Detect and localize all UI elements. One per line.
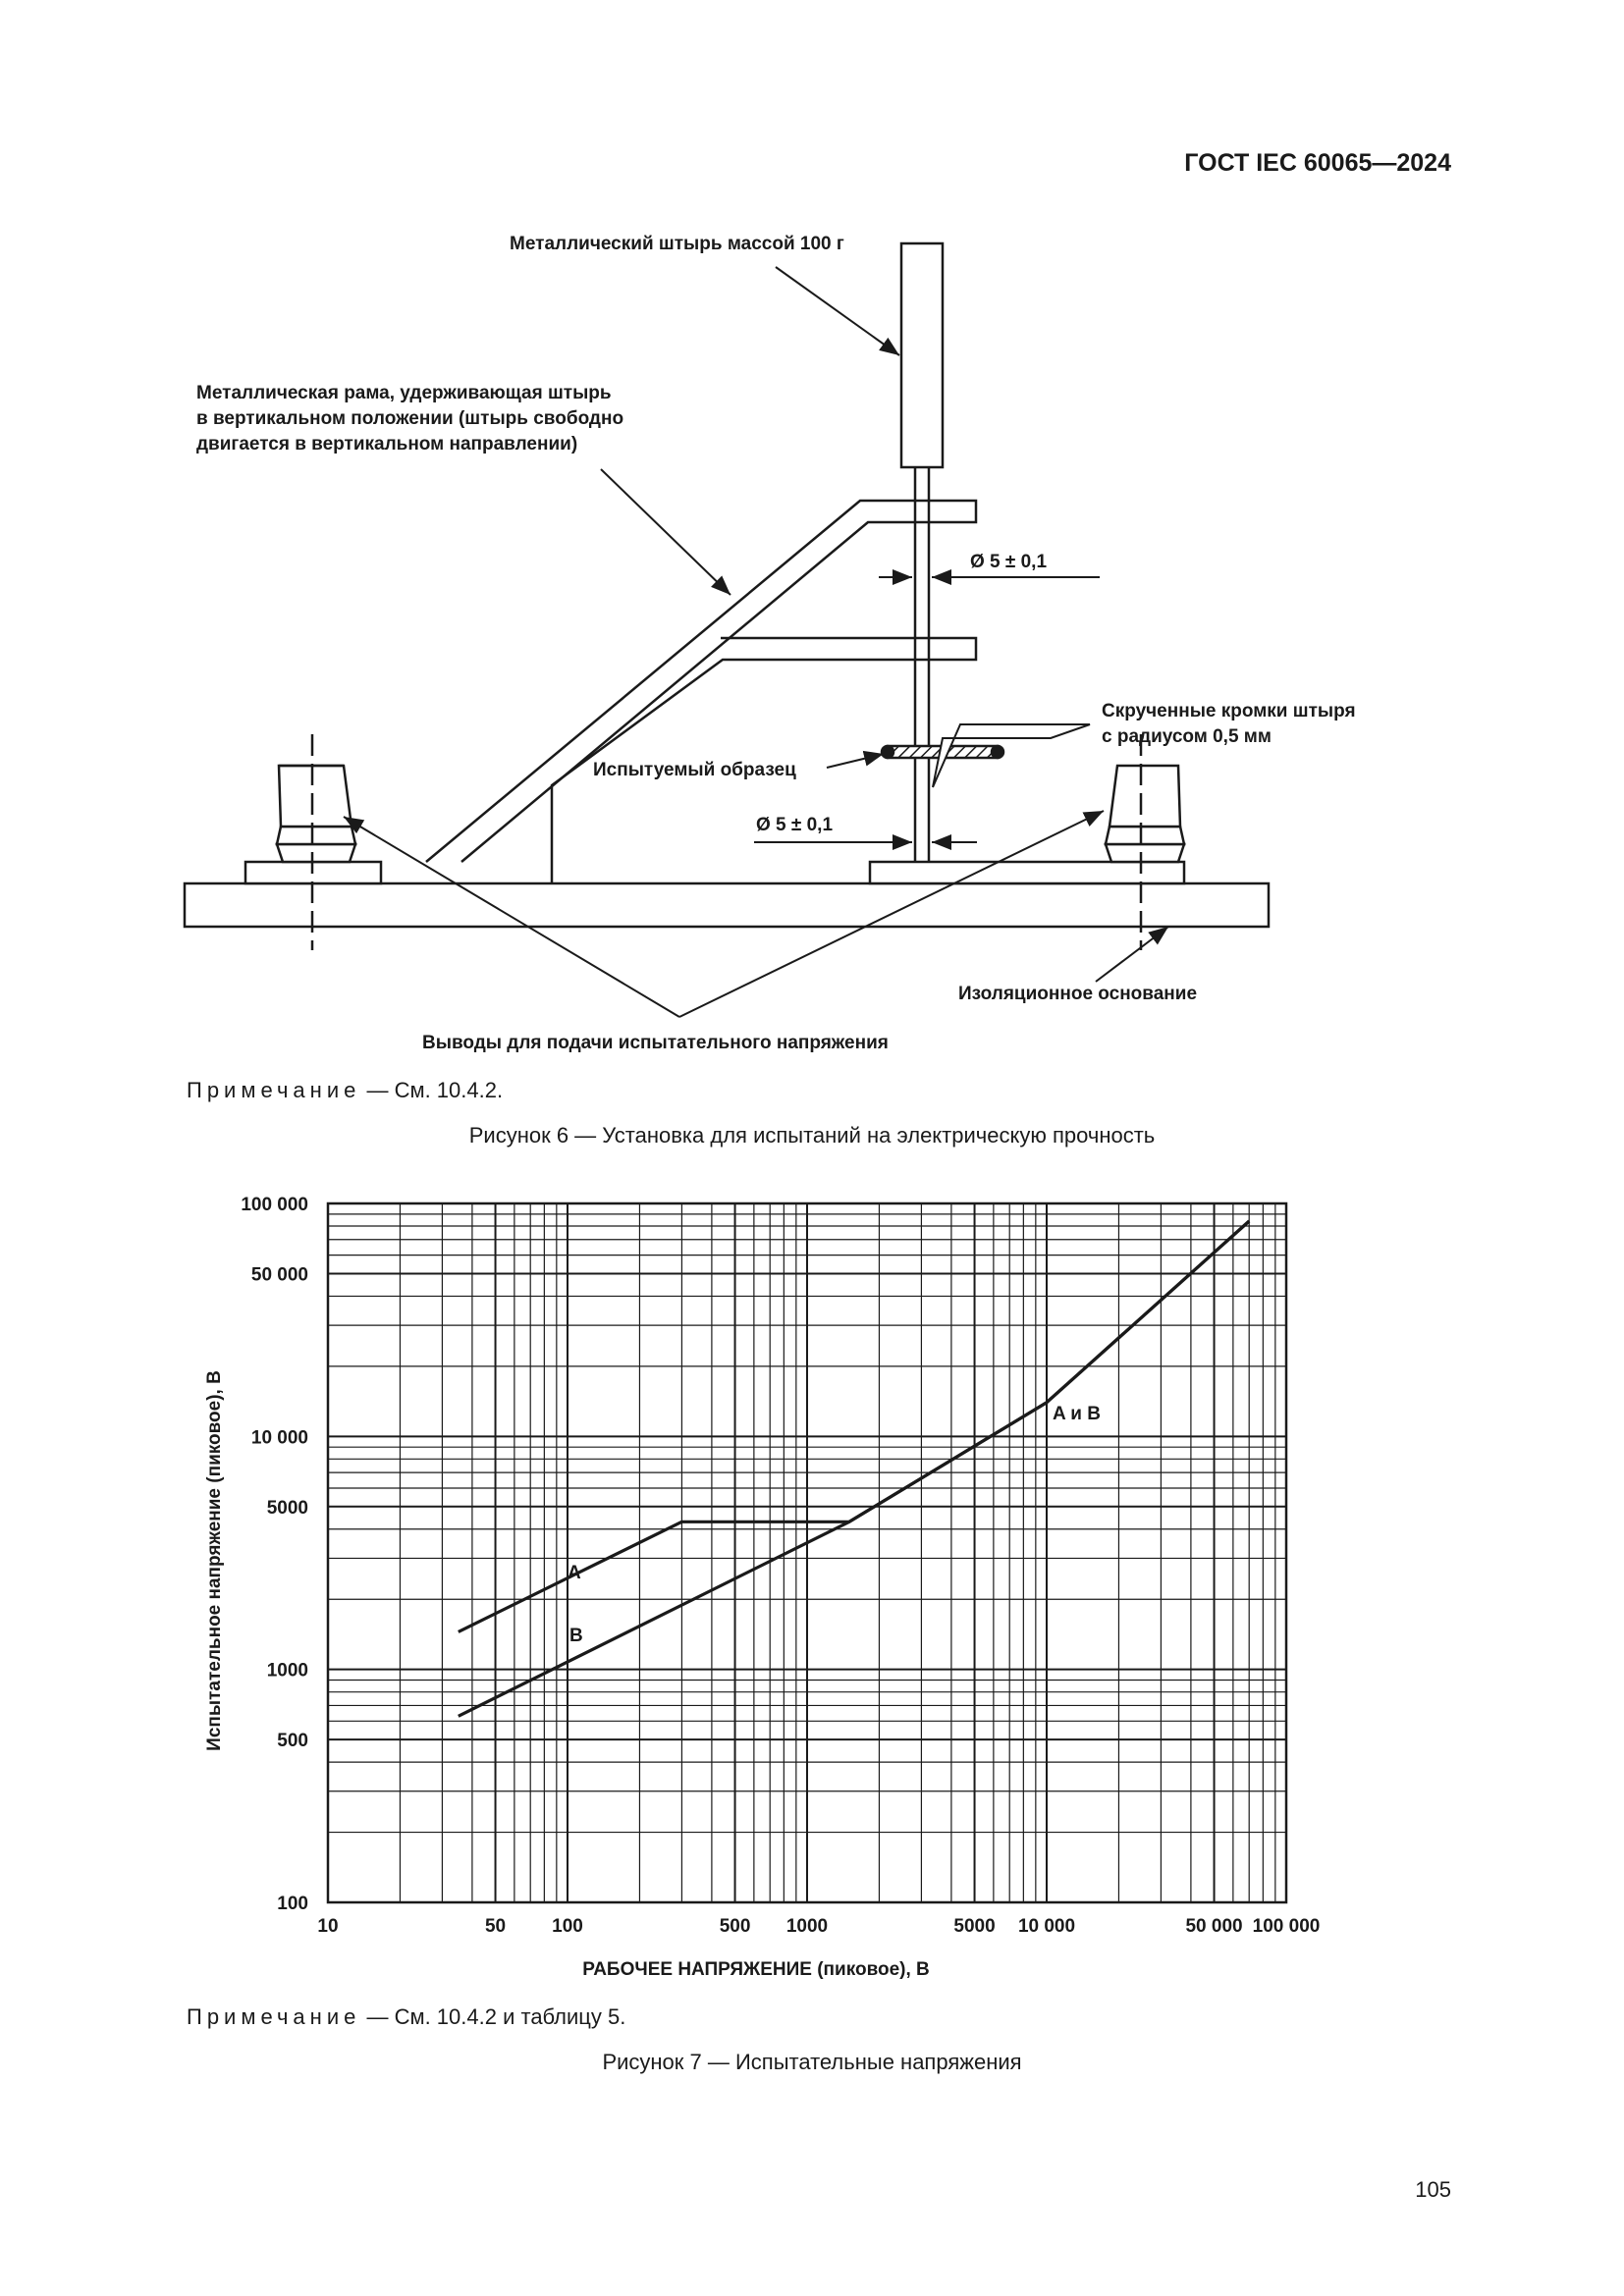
figure-7-chart — [0, 1168, 1624, 1993]
insulating-base — [185, 883, 1269, 927]
x-tick-label: 10 000 — [1017, 1916, 1076, 1937]
metal-pin-weight — [901, 243, 943, 467]
figure-7-caption: Рисунок 7 — Испытательные напряжения — [602, 2050, 1022, 2074]
y-tick-label: 50 000 — [250, 1264, 308, 1286]
x-tick-label: 100 — [552, 1916, 583, 1937]
x-tick-label: 10 — [317, 1916, 339, 1937]
label-frame-line-1: Металлическая рама, удерживающая штырь — [196, 383, 612, 403]
y-tick-label: 100 000 — [241, 1195, 308, 1215]
figure-6-caption: Рисунок 6 — Установка для испытаний на электрическую прочность — [468, 1123, 1156, 1148]
y-axis-label: Испытательное напряжение (пиковое), В — [204, 1370, 225, 1751]
standard-header: ГОСТ IEC 60065—2024 — [1184, 149, 1451, 177]
x-tick-label: 5000 — [953, 1916, 996, 1937]
label-diameter-lower: Ø 5 ± 0,1 — [756, 815, 834, 835]
x-axis-label: РАБОЧЕЕ НАПРЯЖЕНИЕ (пиковое), В — [582, 1959, 930, 1980]
note-text: — См. 10.4.2 и таблицу 5. — [360, 2004, 626, 2029]
label-pin: Металлический штырь массой 100 г — [510, 234, 844, 254]
page-number: 105 — [1415, 2177, 1451, 2202]
note-text: — См. 10.4.2. — [360, 1078, 504, 1102]
x-tick-label: 50 000 — [1185, 1916, 1243, 1937]
x-tick-label: 100 000 — [1252, 1916, 1321, 1937]
label-edges-line-1: Скрученные кромки штыря — [1102, 701, 1356, 721]
label-frame-line-3: двигается в вертикальном направлении) — [196, 434, 578, 454]
figure-6-drawing — [0, 0, 1624, 1070]
label-terminals: Выводы для подачи испытательного напряжения — [422, 1033, 889, 1053]
y-tick-label: 5000 — [266, 1497, 308, 1519]
annotation-a-and-b: A и B — [1053, 1404, 1101, 1424]
label-frame-line-2: в вертикальном положении (штырь свободно — [196, 408, 624, 429]
metal-frame — [426, 501, 976, 862]
label-base: Изоляционное основание — [958, 984, 1198, 1004]
y-tick-label: 1000 — [266, 1660, 308, 1682]
label-specimen: Испытуемый образец — [593, 760, 796, 780]
note-prefix: Примечание — [187, 2004, 361, 2029]
annotation-a: A — [568, 1563, 581, 1583]
x-tick-label: 500 — [719, 1916, 751, 1937]
y-tick-label: 100 — [277, 1894, 308, 1914]
label-diameter-upper: Ø 5 ± 0,1 — [970, 552, 1048, 572]
x-tick-label: 50 — [484, 1916, 507, 1937]
right-platform — [870, 862, 1184, 883]
left-terminal — [277, 766, 355, 862]
label-edges-line-2: с радиусом 0,5 мм — [1102, 726, 1272, 747]
note-prefix: Примечание — [187, 1078, 361, 1102]
y-tick-label: 500 — [277, 1731, 308, 1752]
setup-geometry — [185, 243, 1269, 950]
figure-6-note — [187, 1078, 503, 1103]
annotation-b: B — [569, 1626, 583, 1646]
chart-grid — [328, 1203, 1286, 1902]
x-tick-label: 1000 — [785, 1916, 829, 1937]
y-tick-label: 10 000 — [250, 1427, 308, 1449]
figure-7-note — [187, 2004, 625, 2030]
right-terminal — [1106, 766, 1184, 862]
